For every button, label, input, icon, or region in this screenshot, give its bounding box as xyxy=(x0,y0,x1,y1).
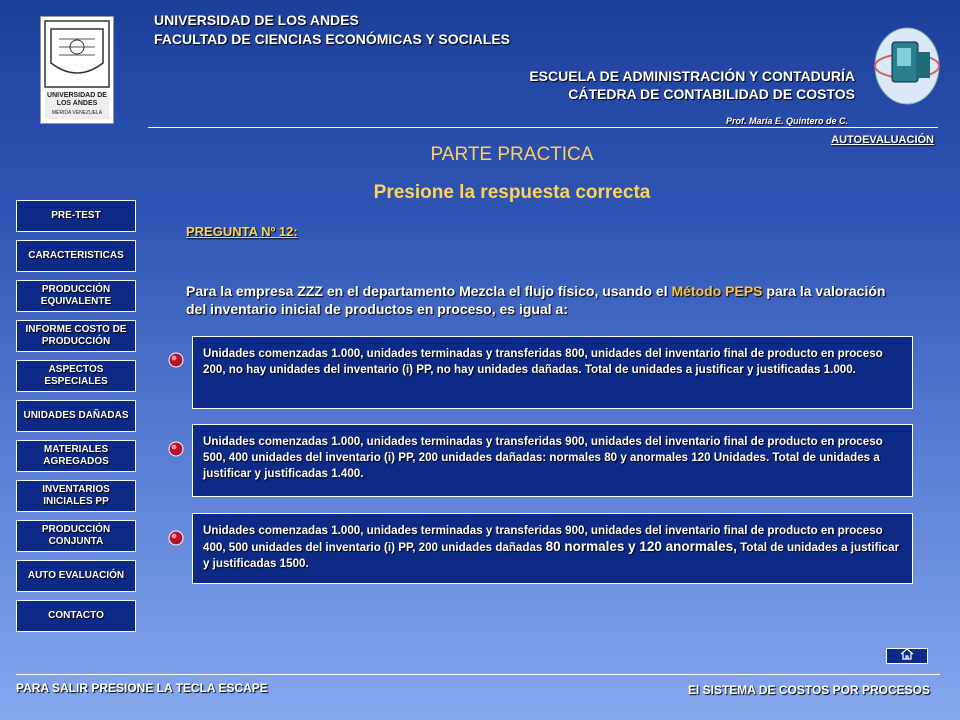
page-title: PARTE PRACTICA xyxy=(430,144,594,165)
home-icon xyxy=(900,647,914,665)
answer-3-text-a: Unidades comenzadas 1.000, unidades terminadas y transferidas 900, unidades del inventario final de producto en proceso 400, 500 unidades del inventario (i) PP, 200 unidades dañadas xyxy=(203,524,883,554)
sidebar-item-produccion-equivalente[interactable]: PRODUCCIÓN EQUIVALENTE xyxy=(16,280,136,312)
autoevaluacion-link[interactable]: AUTOEVALUACIÓN xyxy=(831,134,934,146)
answer-1-bullet-icon[interactable] xyxy=(168,352,184,368)
faculty-name: FACULTAD DE CIENCIAS ECONÓMICAS Y SOCIALES xyxy=(154,31,510,47)
sidebar-item-informe-costo[interactable]: INFORME COSTO DE PRODUCCIÓN xyxy=(16,320,136,352)
footer-system-title: El SISTEMA DE COSTOS POR PROCESOS xyxy=(687,683,930,697)
sidebar-item-contacto[interactable]: CONTACTO xyxy=(16,600,136,632)
logo-text: UNIVERSIDAD DE LOS ANDES xyxy=(47,92,107,107)
answer-option-2[interactable]: Unidades comenzadas 1.000, unidades terminadas y transferidas 900, unidades del inventario final de producto en proceso 500, 400 unidades del inventario (i) PP, 200 unidades dañadas: normales 80 y anormales 120 Unidades. Total de unidades a justificar y justificadas 1.400. xyxy=(192,424,913,497)
home-button[interactable] xyxy=(886,648,928,664)
globe-computer-icon xyxy=(872,22,942,106)
sidebar-item-materiales-agregados[interactable]: MATERIALES AGREGADOS xyxy=(16,440,136,472)
answer-2-bullet-icon[interactable] xyxy=(168,441,184,457)
school-name: ESCUELA DE ADMINISTRACIÓN Y CONTADURÍA xyxy=(529,68,855,84)
question-highlight: Método PEPS xyxy=(671,283,763,299)
sidebar-item-caracteristicas[interactable]: CARACTERISTICAS xyxy=(16,240,136,272)
sidebar-item-unidades-danadas[interactable]: UNIDADES DAÑADAS xyxy=(16,400,136,432)
sidebar-item-produccion-conjunta[interactable]: PRODUCCIÓN CONJUNTA xyxy=(16,520,136,552)
sidebar-item-aspectos-especiales[interactable]: ASPECTOS ESPECIALES xyxy=(16,360,136,392)
footer-divider xyxy=(16,674,940,675)
sidebar-item-inventarios-iniciales[interactable]: INVENTARIOS INICIALES PP xyxy=(16,480,136,512)
sidebar-item-auto-evaluacion[interactable]: AUTO EVALUACIÓN xyxy=(16,560,136,592)
question-text-before: Para la empresa ZZZ en el departamento Mezcla el flujo físico, usando el xyxy=(186,283,672,299)
question-label: PREGUNTA Nº 12: xyxy=(186,224,298,239)
answer-3-text-emphasis: 80 normales y 120 anormales, xyxy=(545,539,737,554)
footer-exit-hint: PARA SALIR PRESIONE LA TECLA ESCAPE xyxy=(16,681,268,695)
sidebar-item-pre-test[interactable]: PRE-TEST xyxy=(16,200,136,232)
university-name: UNIVERSIDAD DE LOS ANDES xyxy=(154,12,359,28)
chair-name: CÁTEDRA DE CONTABILIDAD DE COSTOS xyxy=(568,86,855,102)
question-text xyxy=(186,282,906,318)
answer-option-1[interactable]: Unidades comenzadas 1.000, unidades terminadas y transferidas 800, unidades del inventario final de producto en proceso 200, no hay unidades del inventario (i) PP, no hay unidades dañadas. Total de unidades a justificar y justificadas 1.000. xyxy=(192,336,913,409)
question-text-after: para la valoración del inventario inicial de productos en proceso, es igual a: xyxy=(186,283,886,317)
answer-3-bullet-icon[interactable] xyxy=(168,530,184,546)
logo-subtext: MÉRIDA VENEZUELA xyxy=(51,110,103,116)
page-subtitle: Presione la respuesta correcta xyxy=(373,182,651,203)
answer-option-3[interactable] xyxy=(192,513,913,584)
professor-name: Prof. María E. Quintero de C. xyxy=(725,116,848,126)
header-divider xyxy=(148,127,938,128)
answer-3-text-b: Total de unidades a justificar y justificadas 1500. xyxy=(203,541,900,570)
